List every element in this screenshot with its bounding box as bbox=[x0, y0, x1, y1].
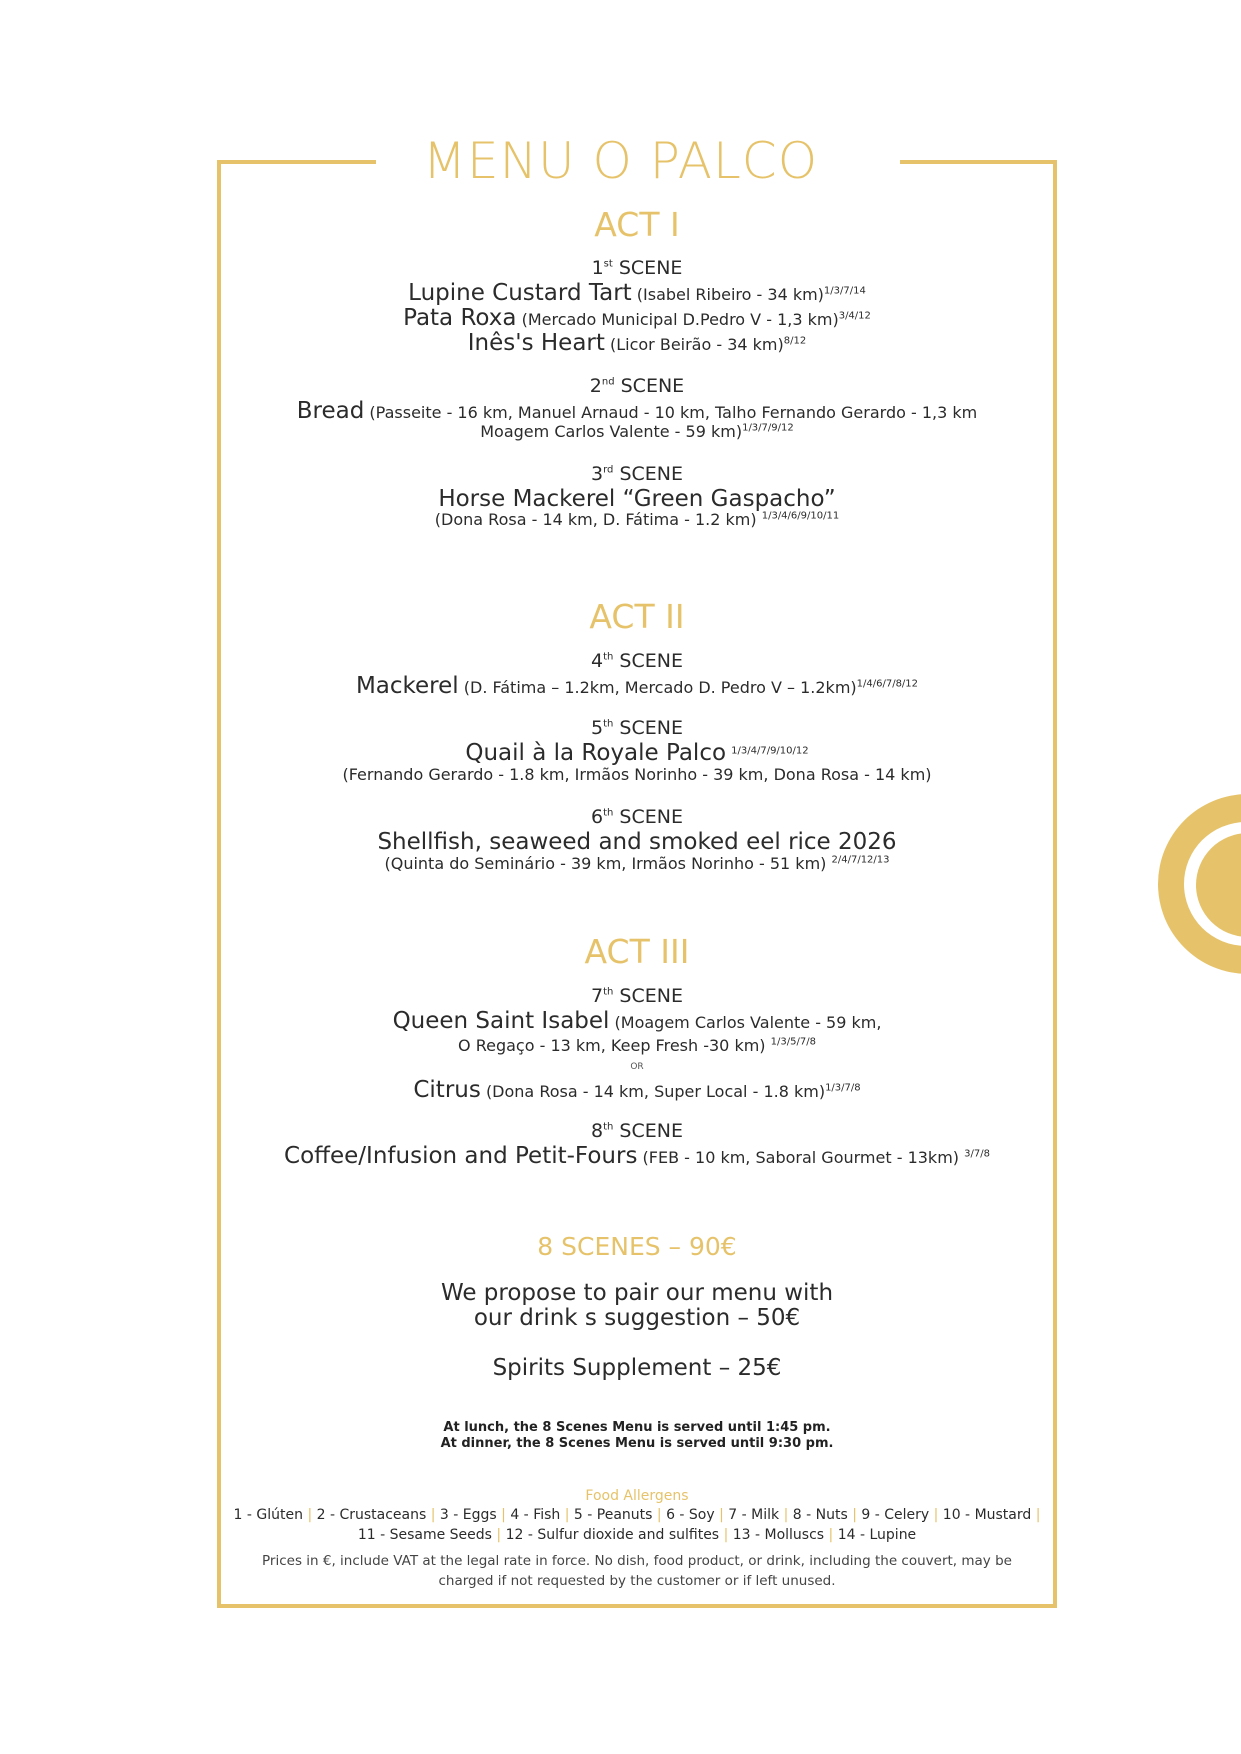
scene-heading: 5th SCENE bbox=[591, 717, 683, 739]
menu-price: 8 SCENES – 90€ bbox=[537, 1232, 737, 1261]
dish-line: Inês's Heart (Licor Beirão - 34 km)$^{8/12}$ bbox=[467, 330, 807, 356]
dish-line: Bread (Passeite - 16 km, Manuel Arnaud - 10 km, Talho Fernando Gerardo - 1,3 km bbox=[296, 398, 978, 424]
dish-line: (Dona Rosa - 14 km, D. Fátima - 1.2 km) $^{1/3/4/6/9/10/11}$ bbox=[434, 510, 840, 529]
scene-heading: 6th SCENE bbox=[591, 806, 683, 828]
dish-line: Citrus (Dona Rosa - 14 km, Super Local - 1.8 km)$^{1/3/7/8}$ bbox=[413, 1077, 861, 1103]
dish-line: (Fernando Gerardo - 1.8 km, Irmãos Norinho - 39 km, Dona Rosa - 14 km) bbox=[342, 765, 932, 784]
service-dinner: At dinner, the 8 Scenes Menu is served until 9:30 pm. bbox=[440, 1436, 834, 1451]
dish-line: Queen Saint Isabel (Moagem Carlos Valente - 59 km, bbox=[392, 1008, 882, 1034]
dish-line: Lupine Custard Tart (Isabel Ribeiro - 34 km)$^{1/3/7/14}$ bbox=[408, 280, 866, 306]
scene-heading: 3rd SCENE bbox=[591, 463, 683, 485]
dish-line: O Regaço - 13 km, Keep Fresh -30 km) $^{1/3/5/7/8}$ bbox=[458, 1036, 816, 1055]
pairing-line: our drink s suggestion – 50€ bbox=[473, 1305, 801, 1331]
pairing-line: We propose to pair our menu with bbox=[440, 1280, 834, 1306]
dish-line: Coffee/Infusion and Petit-Fours (FEB - 10 km, Saboral Gourmet - 13km) $^{3/7/8}$ bbox=[284, 1143, 990, 1169]
dish-line: Pata Roxa (Mercado Municipal D.Pedro V - 1,3 km)$^{3/4/12}$ bbox=[403, 305, 871, 331]
allergens-list: 1 - Glúten | 2 - Crustaceans | 3 - Eggs | 4 - Fish | 5 - Peanuts | 6 - Soy | 7 - Milk | 8 - Nuts | 9 - Celery | 10 - Mustard | 11 - Sesame Seeds | 12 - Sulfur dioxide and sulfites | 13 - Molluscs | 14 - Lupine bbox=[233, 1507, 1041, 1543]
dish-line: Horse Mackerel “Green Gaspacho” bbox=[438, 486, 836, 512]
scene-heading: 7th SCENE bbox=[591, 985, 683, 1007]
fine-print: Prices in €, include VAT at the legal rate in force. No dish, food product, or drink, including the couvert, may be charged if not requested by the customer or if left unused. bbox=[262, 1553, 1012, 1589]
scene-heading: 8th SCENE bbox=[591, 1120, 683, 1142]
dish-line: Quail à la Royale Palco $^{1/3/4/7/9/10/12}$ bbox=[465, 740, 809, 766]
spirits-supplement: Spirits Supplement – 25€ bbox=[492, 1355, 782, 1381]
scene-heading: 1st SCENE bbox=[591, 257, 683, 279]
scene-heading: 2nd SCENE bbox=[589, 375, 685, 397]
dish-line: Mackerel (D. Fátima – 1.2km, Mercado D. Pedro V – 1.2km)$^{1/4/6/7/8/12}$ bbox=[355, 673, 919, 699]
dish-line: Shellfish, seaweed and smoked eel rice 2026 bbox=[377, 829, 897, 855]
menu-title: MENU O PALCO bbox=[422, 132, 819, 190]
dish-line: Moagem Carlos Valente - 59 km)$^{1/3/7/9/12}$ bbox=[480, 422, 794, 441]
service-lunch: At lunch, the 8 Scenes Menu is served until 1:45 pm. bbox=[443, 1420, 831, 1435]
or-separator: OR bbox=[630, 1062, 644, 1072]
act-title: ACT II bbox=[589, 597, 685, 636]
dish-line: (Quinta do Seminário - 39 km, Irmãos Norinho - 51 km) $^{2/4/7/12/13}$ bbox=[384, 854, 890, 873]
act-title: ACT I bbox=[594, 205, 680, 244]
scene-heading: 4th SCENE bbox=[591, 650, 683, 672]
act-title: ACT III bbox=[584, 932, 690, 971]
allergens-title: Food Allergens bbox=[585, 1488, 689, 1504]
